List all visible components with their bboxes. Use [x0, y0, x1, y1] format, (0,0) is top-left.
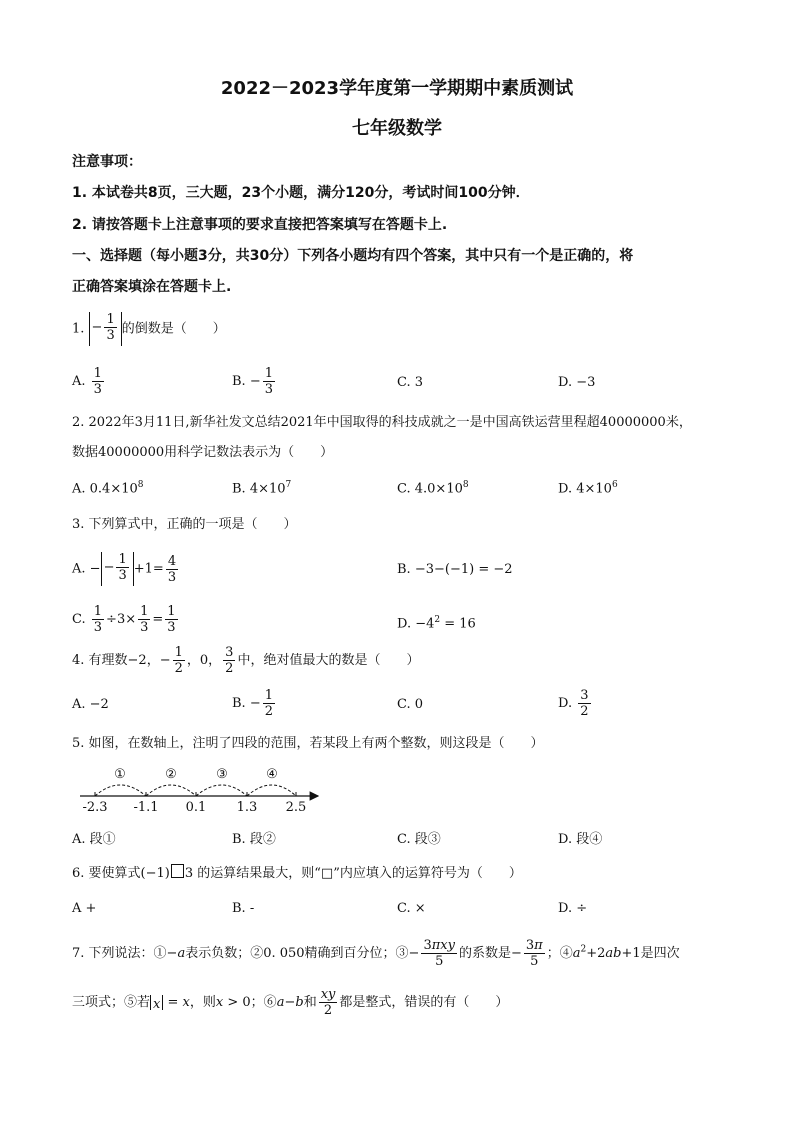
q4-option-a: A. −2	[72, 697, 109, 712]
question-2-line-2: 数据40000000用科学记数法表示为（ ）	[72, 445, 334, 460]
q4-option-b: B. − $\frac{1}{2}$	[232, 688, 273, 719]
question-5: 5. 如图，在数轴上，注明了四段的范围，若某段上有两个整数，则这段是（ ）	[72, 736, 544, 751]
q4-option-c: C. 0	[397, 697, 424, 712]
question-4: 4. 有理数−2，− $\frac{1}{2}$ ，0， $\frac{3}{2}$ 中，绝对值最大的数是（ ）	[72, 645, 420, 676]
q3-option-c: C. $\frac{1}{3}$ ÷3× $\frac{1}{3}$ = $\frac{1}{3}$	[72, 604, 176, 635]
question-7-line-2: 三项式；⑤若 x = x，则x > 0；⑥a−b和 $\frac{xy}{2}$ 都是整式，错误的有（ ）	[72, 987, 509, 1018]
notes-item-1: 1. 本试卷共8页，三大题，23个小题，满分120分，考试时间100分钟．	[72, 185, 530, 201]
tick-label: -1.1	[133, 800, 159, 815]
q1-option-b: B. − $\frac{1}{3}$	[232, 366, 273, 397]
segment-label-4: ④	[266, 767, 278, 782]
section-1-heading: 一、选择题（每小题3分，共30分）下列各小题均有四个答案，其中只有一个是正确的，将	[72, 248, 634, 264]
notes-item-2: 2. 请按答题卡上注意事项的要求直接把答案填写在答题卡上.	[72, 217, 448, 233]
section-1-heading-cont: 正确答案填涂在答题卡上.	[72, 279, 232, 295]
question-3: 3. 下列算式中，正确的一项是（ ）	[72, 517, 297, 532]
tick-label: 0.1	[185, 800, 207, 815]
q6-option-a: A +	[72, 901, 97, 916]
q6-option-c: C. ×	[397, 901, 426, 916]
number-line-figure	[72, 760, 332, 816]
q6-option-d: D. ÷	[558, 901, 588, 916]
q2-option-c: C. $4.0\times 10^8$	[397, 480, 469, 497]
tick-label: 1.3	[236, 800, 258, 815]
q1-option-c: C. 3	[397, 375, 424, 390]
q5-option-c: C. 段③	[397, 832, 441, 847]
question-1: 1. − $\frac{1}{3}$ 的倒数是（ ）	[72, 312, 226, 346]
page-subtitle: 七年级数学	[352, 118, 442, 139]
q4-option-d: D. $\frac{3}{2}$	[558, 688, 589, 719]
q1-option-a: A. $\frac{1}{3}$	[72, 366, 102, 397]
q5-option-a: A. 段①	[72, 832, 116, 847]
absolute-value-expression: − $\frac{1}{3}$	[89, 312, 122, 346]
notes-heading: 注意事项：	[72, 154, 142, 170]
q6-option-b: B. -	[232, 901, 255, 916]
q2-option-d: D. $4\times 10^6$	[558, 480, 618, 497]
segment-label-1: ①	[114, 767, 126, 782]
page-title: 2022－2023学年度第一学期期中素质测试	[220, 78, 574, 99]
question-7-line-1: 7. 下列说法：①−a表示负数；②0. 050精确到百分位；③− $\frac{\text{3πxy}}{5}$ 的系数是− $\frac{3\pi}{5}$ ；$④a^2+2ab+1$是四次	[72, 938, 680, 969]
q3-option-a: A. − − $\frac{1}{3}$ +1= $\frac{4}{3}$	[72, 552, 177, 585]
q1-option-d: D. −3	[558, 375, 596, 390]
q2-option-b: B. $4\times 10^7$	[232, 480, 292, 497]
q3-option-b: B. −3−(−1) = −2	[397, 562, 513, 577]
q5-option-d: D. 段④	[558, 832, 603, 847]
q5-option-b: B. 段②	[232, 832, 276, 847]
tick-label: -2.3	[82, 800, 108, 815]
segment-label-2: ②	[165, 767, 177, 782]
q3-option-d: D. $-4^2 = 16$	[397, 615, 476, 632]
q2-option-a: A. $0.4\times 10^8$	[72, 480, 144, 497]
question-6: 6. 要使算式(−1) 3 的运算结果最大，则“□”内应填入的运算符号为（ ）	[72, 866, 522, 881]
question-2-line-1: 2. 2022年3月11日,新华社发文总结2021年中国取得的科技成就之一是中国高铁运营里程超40000000米，	[72, 415, 692, 430]
tick-label: 2.5	[285, 800, 307, 815]
segment-label-3: ③	[216, 767, 228, 782]
blank-box	[171, 864, 184, 878]
